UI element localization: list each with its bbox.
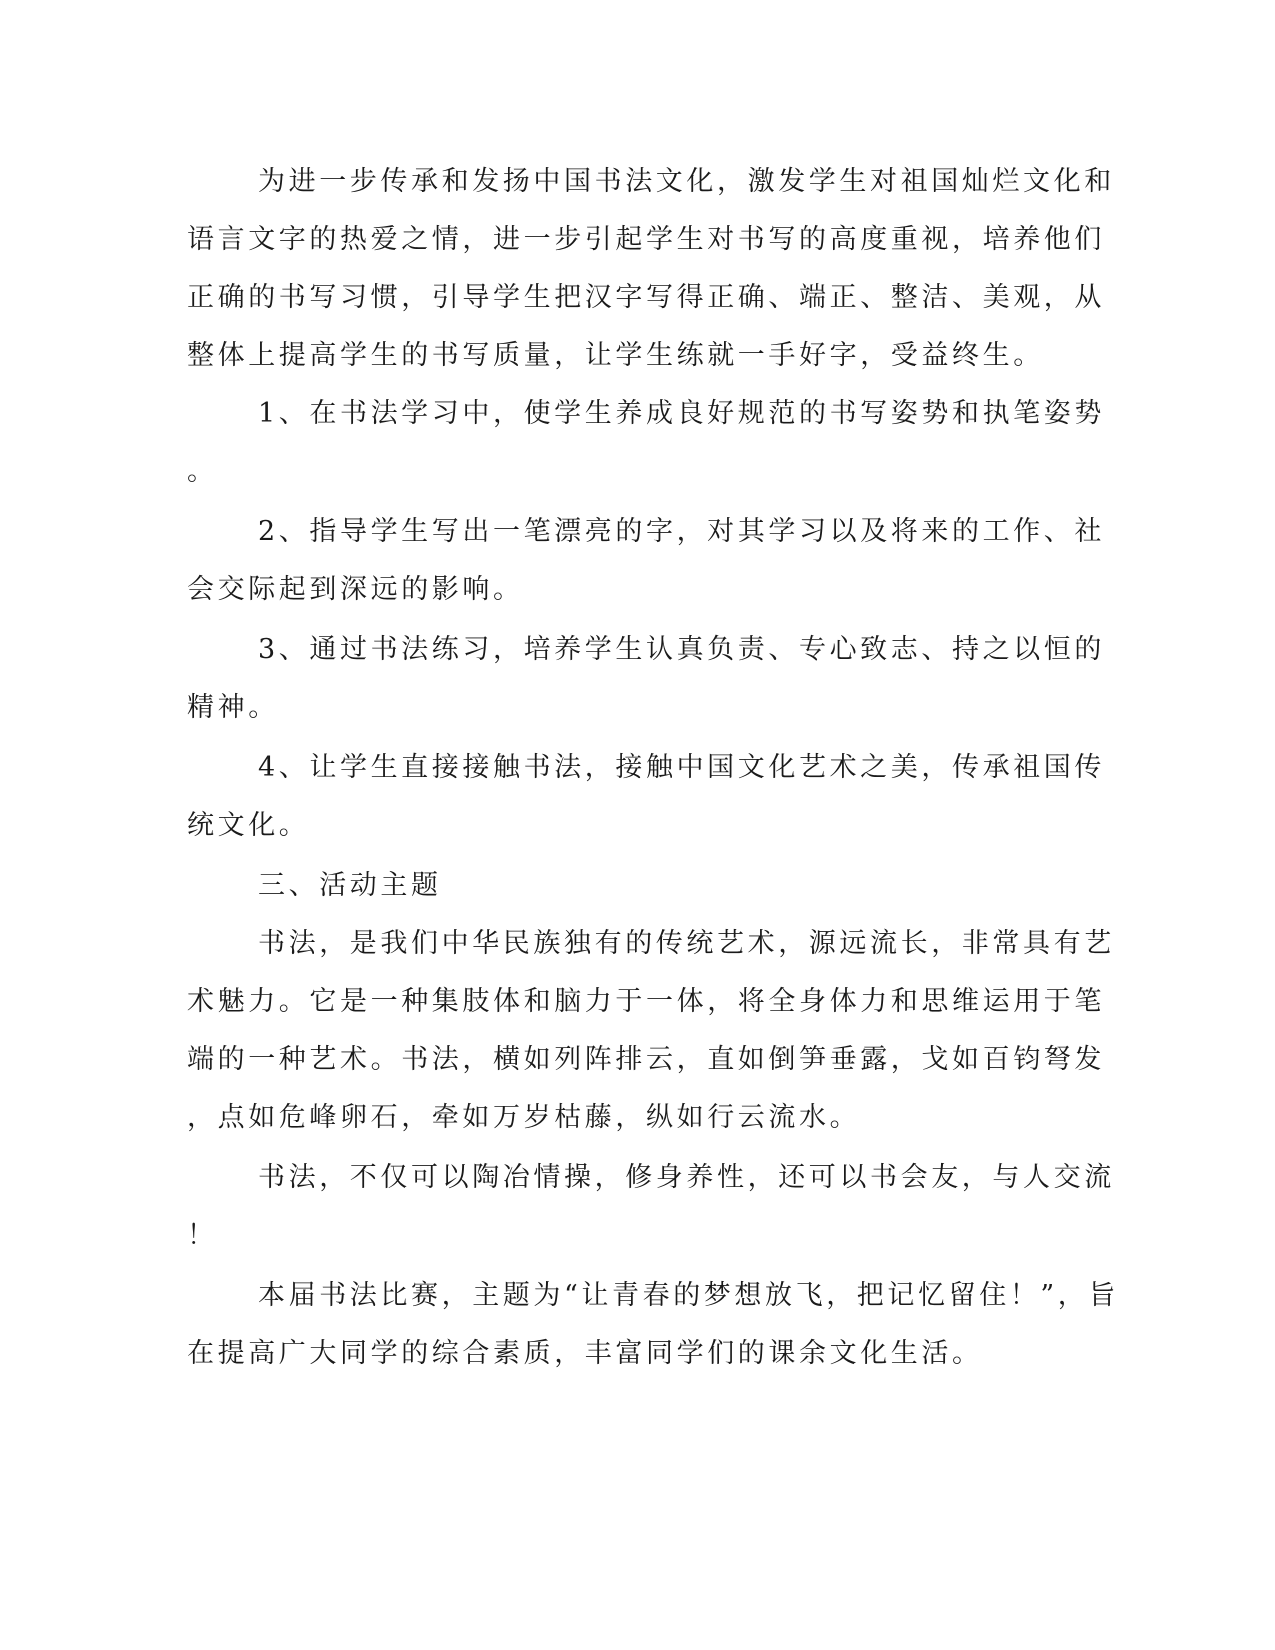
text-line: 精神。: [187, 692, 279, 723]
text-line: 会交际起到深远的影响。: [187, 574, 524, 605]
text-line: 3、通过书法练习，培养学生认真负责、专心致志、持之以恒的: [258, 634, 1105, 665]
text-line: 在提高广大同学的综合素质，丰富同学们的课余文化生活。: [187, 1338, 983, 1369]
text-line: 书法，不仅可以陶冶情操，修身养性，还可以书会友，与人交流: [258, 1162, 1115, 1193]
section-heading: 三、活动主题: [258, 870, 442, 901]
text-line: 书法，是我们中华民族独有的传统艺术，源远流长，非常具有艺: [258, 928, 1115, 959]
text-line: 4、让学生直接接触书法，接触中国文化艺术之美，传承祖国传: [258, 752, 1105, 783]
text-line: 。: [187, 456, 218, 487]
text-line: 正确的书写习惯，引导学生把汉字写得正确、端正、整洁、美观，从: [187, 282, 1105, 313]
text-line: 统文化。: [187, 810, 310, 841]
text-line: 本届书法比赛，主题为“让青春的梦想放飞，把记忆留住！”，旨: [258, 1280, 1120, 1311]
text-line: ，点如危峰卵石，牵如万岁枯藤，纵如行云流水。: [187, 1102, 861, 1133]
text-line: 1、在书法学习中，使学生养成良好规范的书写姿势和执笔姿势: [258, 398, 1105, 429]
text-line: 2、指导学生写出一笔漂亮的字，对其学习以及将来的工作、社: [258, 516, 1105, 547]
text-line: 为进一步传承和发扬中国书法文化，激发学生对祖国灿烂文化和: [258, 166, 1115, 197]
text-line: 整体上提高学生的书写质量，让学生练就一手好字，受益终生。: [187, 340, 1044, 371]
text-line: 术魅力。它是一种集肢体和脑力于一体，将全身体力和思维运用于笔: [187, 986, 1105, 1017]
text-line: 端的一种艺术。书法，横如列阵排云，直如倒笋垂露，戈如百钧弩发: [187, 1044, 1105, 1075]
text-line: 语言文字的热爱之情，进一步引起学生对书写的高度重视，培养他们: [187, 224, 1105, 255]
text-line: ！: [187, 1220, 218, 1251]
